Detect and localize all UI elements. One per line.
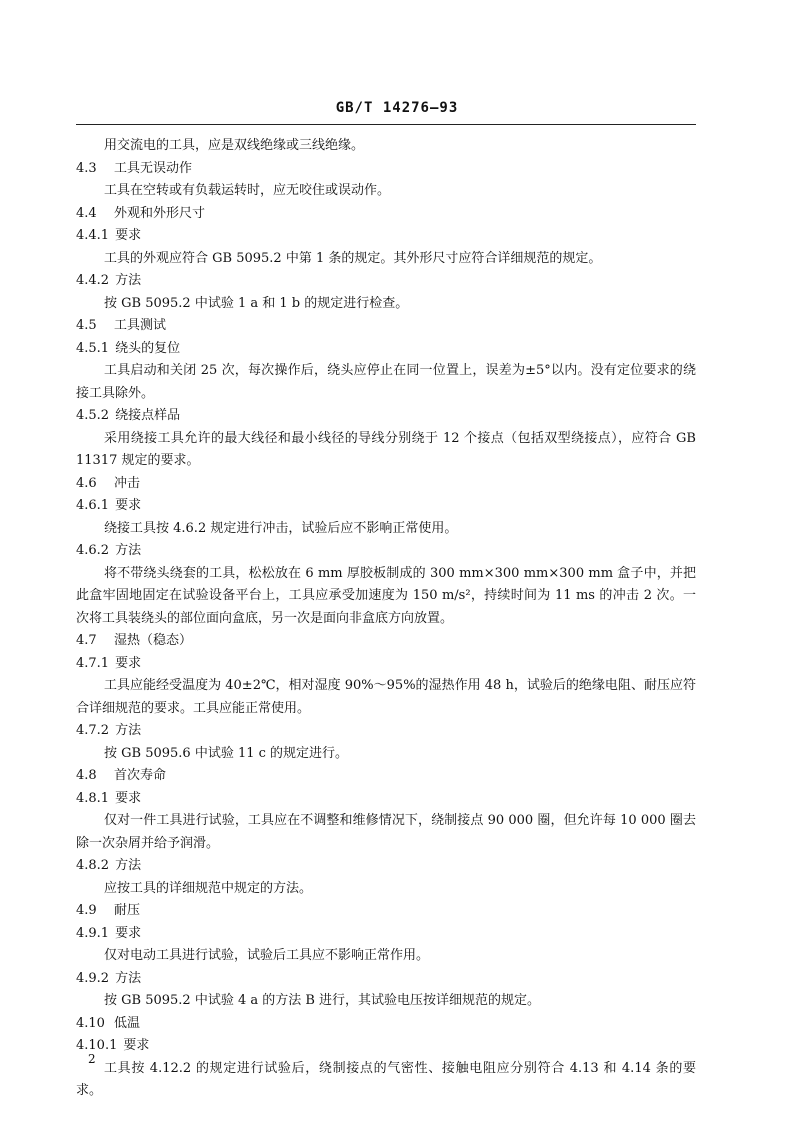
section-title: 方法 [115, 970, 142, 986]
section-title: 耐压 [114, 903, 141, 918]
section-heading [76, 203, 696, 226]
section-title: 要求 [115, 228, 142, 243]
section-number: 4.3 [76, 160, 97, 176]
section-heading [76, 653, 696, 676]
body-paragraph: 采用绕接工具允许的最大线径和最小线径的导线分别绕于 12 个接点（包括双型绕接点），应符合 GB 11317 规定的要求。 [76, 430, 696, 468]
body-text: 按 GB 5095.2 中试验 4 a 的方法 B 进行，其试验电压按详细规范的规定。 [104, 993, 541, 1008]
section-heading [76, 540, 696, 563]
section-number: 4.8 [76, 768, 97, 783]
section-number: 4.4.1 [76, 228, 110, 243]
document-body [76, 135, 696, 1103]
section-title: 方法 [115, 273, 142, 288]
body-text: 绕接工具按 4.6.2 规定进行冲击，试验后应不影响正常使用。 [104, 520, 458, 536]
section-number: 4.10 [76, 1015, 105, 1031]
section-number: 4.10.1 [76, 1038, 118, 1053]
section-heading [76, 900, 696, 923]
body-text: 工具在空转或有负载运转时，应无咬住或误动作。 [104, 183, 391, 198]
body-paragraph: 工具按 4.12.2 的规定进行试验后，绕制接点的气密性、接触电阻应分别符合 4.13 和 4.14 条的要求。 [76, 1060, 696, 1098]
section-title: 首次寿命 [114, 768, 167, 783]
section-title: 要求 [123, 1038, 150, 1053]
section-heading [76, 788, 696, 811]
section-heading [76, 270, 696, 293]
body-text: 应按工具的详细规范中规定的方法。 [104, 880, 313, 896]
section-number: 4.5.1 [76, 340, 110, 356]
section-number: 4.7.2 [76, 723, 110, 738]
section-heading [76, 338, 696, 361]
section-heading [76, 765, 696, 788]
section-title: 要求 [115, 655, 142, 671]
section-number: 4.9.2 [76, 970, 110, 986]
section-number: 4.5.2 [76, 408, 110, 423]
section-title: 工具无误动作 [114, 160, 193, 176]
section-number: 4.7.1 [76, 655, 110, 671]
section-title: 湿热（稳态） [114, 633, 193, 648]
body-paragraph: 工具启动和关闭 25 次，每次操作后，绕头应停止在同一位置上，误差为±5°以内。没有定位要求的绕接工具除外。 [76, 363, 696, 401]
section-heading [76, 855, 696, 878]
section-title: 方法 [115, 858, 142, 873]
section-number: 4.6.2 [76, 543, 110, 558]
body-paragraph: 仅对一件工具进行试验，工具应在不调整和维修情况下，绕制接点 90 000 圈，但允许每 10 000 圈去除一次杂屑并给予润滑。 [76, 813, 696, 851]
section-heading [76, 630, 696, 653]
page-number: 2 [88, 1052, 96, 1066]
section-number: 4.7 [76, 633, 97, 648]
section-number: 4.8.2 [76, 858, 110, 873]
section-heading [76, 225, 696, 248]
section-heading [76, 495, 696, 518]
section-heading [76, 968, 696, 991]
section-number: 4.8.1 [76, 790, 110, 806]
section-number: 4.4 [76, 205, 97, 221]
section-number: 4.6 [76, 475, 97, 491]
section-title: 工具测试 [114, 318, 167, 333]
section-number: 4.5 [76, 318, 97, 333]
page-header: GB/T 14276—93 [335, 100, 459, 116]
section-heading [76, 405, 696, 428]
header-rule [76, 124, 696, 125]
section-number: 4.9.1 [76, 925, 110, 941]
body-text: 工具的外观应符合 GB 5095.2 中第 1 条的规定。其外形尺寸应符合详细规范的规定。 [104, 250, 602, 266]
section-number: 4.4.2 [76, 273, 110, 288]
section-heading [76, 158, 696, 181]
section-number: 4.6.1 [76, 498, 110, 513]
body-text: 仅对电动工具进行试验，试验后工具应不影响正常作用。 [104, 948, 430, 963]
body-text: 用交流电的工具，应是双线绝缘或三线绝缘。 [104, 138, 365, 153]
section-heading [76, 923, 696, 946]
section-title: 方法 [115, 543, 142, 558]
section-heading [76, 1035, 696, 1058]
section-title: 绕接点样品 [115, 408, 181, 423]
section-heading [76, 1013, 696, 1036]
section-heading [76, 473, 696, 496]
section-title: 要求 [115, 925, 142, 941]
body-paragraph: 将不带绕头绕套的工具，松松放在 6 mm 厚胶板制成的 300 mm×300 mm×300 mm 盒子中，并把此盒牢固地固定在试验设备平台上，工具应承受加速度为 150 m/s²，持续时间为 11 ms 的冲击 2 次。一次将工具装绕头的部位面向盒底，另一次是面向非盒底方向放置。 [76, 565, 696, 626]
section-title: 要求 [115, 498, 142, 513]
section-title: 冲击 [114, 475, 141, 491]
body-text: 按 GB 5095.6 中试验 11 c 的规定进行。 [104, 745, 349, 761]
section-heading [76, 315, 696, 338]
section-title: 低温 [114, 1015, 141, 1031]
section-heading [76, 720, 696, 743]
section-number: 4.9 [76, 903, 97, 918]
section-title: 方法 [115, 723, 142, 738]
body-text: 按 GB 5095.2 中试验 1 a 和 1 b 的规定进行检查。 [104, 295, 409, 311]
section-title: 外观和外形尺寸 [114, 205, 206, 221]
section-title: 绕头的复位 [115, 340, 181, 356]
body-paragraph: 工具应能经受温度为 40±2℃，相对湿度 90%～95%的湿热作用 48 h，试验后的绝缘电阻、耐压应符合详细规范的要求。工具应能正常使用。 [76, 678, 696, 716]
section-title: 要求 [115, 790, 142, 806]
